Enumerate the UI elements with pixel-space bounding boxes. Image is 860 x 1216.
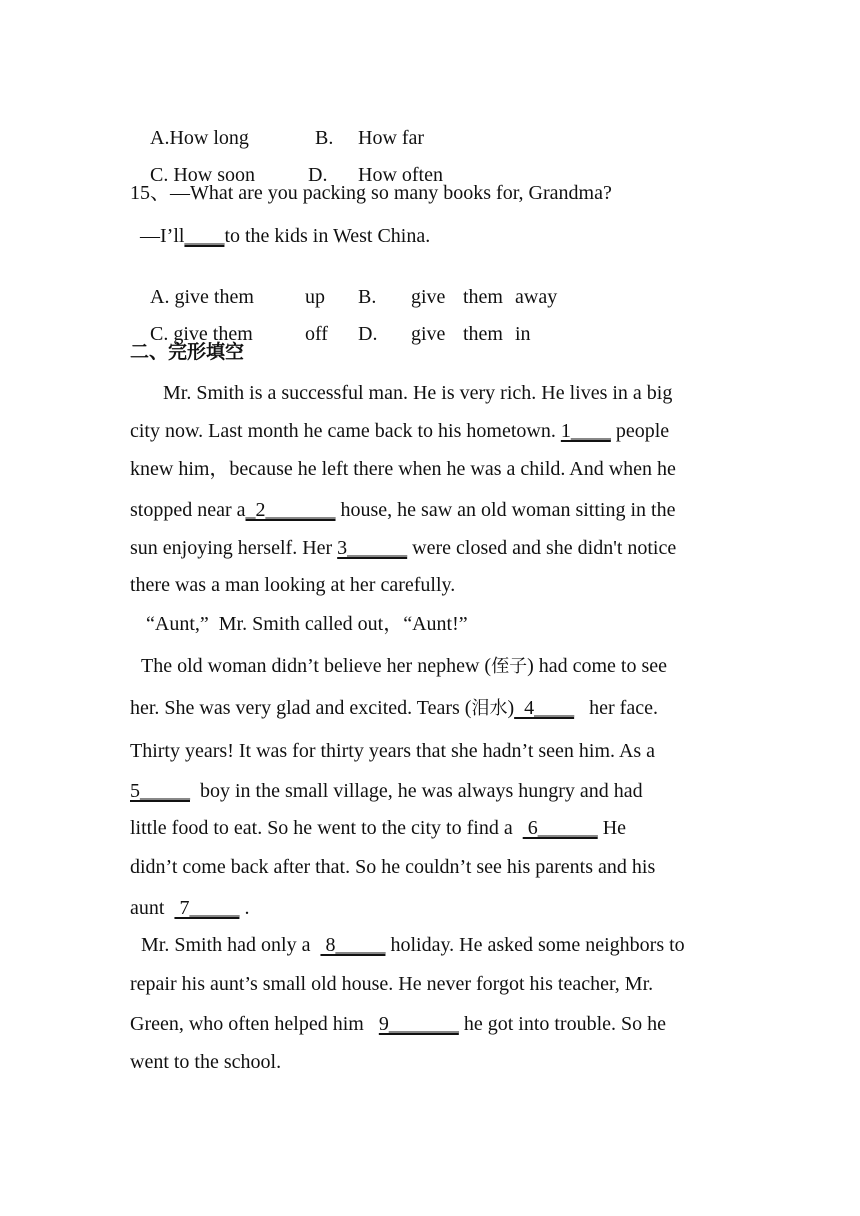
q15-option-c-word: off bbox=[305, 323, 328, 345]
q15-option-c: C. give them bbox=[150, 323, 253, 345]
q15-option-a-word: up bbox=[305, 286, 325, 308]
q15-option-d-letter: D. bbox=[358, 323, 378, 345]
q15-stem: 15、—What are you packing so many books for, Grandma? bbox=[130, 182, 612, 204]
q14-option-a: A.How long bbox=[150, 127, 249, 149]
passage-line: Mr. Smith is a successful man. He is very rich. He lives in a big bbox=[163, 382, 673, 404]
q15-blank: ____ bbox=[184, 225, 225, 247]
passage-line: her. She was very glad and excited. Tears (泪水) 4____ her face. bbox=[130, 697, 658, 719]
q14-option-d-text: How often bbox=[358, 164, 443, 186]
passage-line: stopped near a_2_______ house, he saw an old woman sitting in the bbox=[130, 499, 676, 521]
blank-2: _2_______ bbox=[245, 499, 336, 521]
passage-line: there was a man looking at her carefully. bbox=[130, 574, 456, 596]
passage-line: Green, who often helped him 9_______ he got into trouble. So he bbox=[130, 1013, 667, 1035]
blank-4: 4____ bbox=[514, 697, 575, 719]
q15-option-b-word: away bbox=[515, 286, 558, 308]
q15-option-d-word: give bbox=[411, 323, 446, 345]
blank-5: 5_____ bbox=[130, 780, 190, 802]
passage-line: Thirty years! It was for thirty years that she hadn’t seen him. As a bbox=[130, 740, 656, 762]
blank-6: 6______ bbox=[522, 817, 598, 839]
q15-option-d-word: in bbox=[515, 323, 531, 345]
passage-line: went to the school. bbox=[130, 1051, 282, 1073]
blank-9: 9_______ bbox=[378, 1013, 459, 1035]
blank-7: 7_____ bbox=[174, 897, 240, 919]
passage-line: 5_____ boy in the small village, he was always hungry and had bbox=[130, 780, 643, 802]
q15-option-b-letter: B. bbox=[358, 286, 377, 308]
blank-3: 3______ bbox=[337, 537, 408, 559]
q14-option-b-letter: B. bbox=[315, 127, 334, 149]
q14-option-b-text: How far bbox=[358, 127, 425, 149]
passage-line: repair his aunt’s small old house. He never forgot his teacher, Mr. bbox=[130, 973, 654, 995]
q15-option-b-word: them bbox=[463, 286, 503, 308]
passage-line: knew him，because he left there when he was a child. And when he bbox=[130, 458, 676, 480]
section-title: 二、完形填空 bbox=[130, 341, 245, 363]
q14-option-d-letter: D. bbox=[308, 164, 328, 186]
passage-line: Mr. Smith had only a 8_____ holiday. He asked some neighbors to bbox=[141, 934, 685, 956]
passage-line: The old woman didn’t believe her nephew (侄子) had come to see bbox=[141, 655, 668, 677]
passage-line: city now. Last month he came back to his hometown. 1____ people bbox=[130, 420, 670, 442]
blank-8: 8_____ bbox=[320, 934, 386, 956]
q14-option-c: C. How soon bbox=[150, 164, 256, 186]
passage-line: “Aunt,” Mr. Smith called out，“Aunt!” bbox=[146, 613, 468, 635]
passage-line: didn’t come back after that. So he couldn’t see his parents and his bbox=[130, 856, 656, 878]
chinese-gloss: 侄子 bbox=[491, 656, 528, 677]
q15-option-b-word: give bbox=[411, 286, 446, 308]
passage-line: little food to eat. So he went to the city to find a 6______ He bbox=[130, 817, 627, 839]
blank-1: 1____ bbox=[560, 420, 611, 442]
passage-line: aunt 7_____ . bbox=[130, 897, 250, 919]
passage-line: sun enjoying herself. Her 3______ were closed and she didn't notice bbox=[130, 537, 677, 559]
chinese-gloss: 泪水 bbox=[471, 698, 508, 719]
q15-answer-line: —I’ll____to the kids in West China. bbox=[140, 225, 431, 247]
q15-option-d-word: them bbox=[463, 323, 503, 345]
q15-option-a: A. give them bbox=[150, 286, 254, 308]
